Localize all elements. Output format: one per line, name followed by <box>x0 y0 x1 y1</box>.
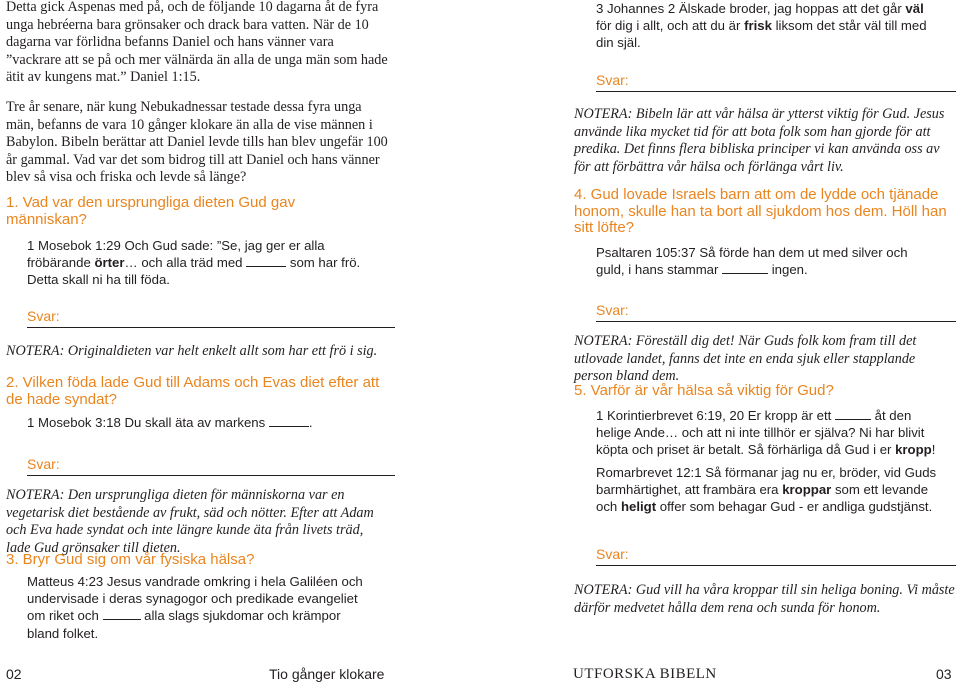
answer-line-r2[interactable]: Svar: <box>596 302 956 322</box>
fill-blank[interactable] <box>269 414 309 427</box>
intro-paragraph-2: Tre år senare, när kung Nebukadnessar testade dessa fyra unga män, befanns de vara 10 gånger klokare än alla de vise männen i Babylon. Bibeln berättar att Daniel levde tills han blev ungefär 100 år gammal. Vad var det som bidrog till att Daniel och hans vänner blev så visa och friska och levde så länge? <box>6 99 388 185</box>
verse-reference: Romarbrevet 12:1 <box>596 465 702 480</box>
fill-blank[interactable] <box>246 254 286 267</box>
question-2-verse: 1 Mosebok 3:18 Du skall äta av markens . <box>27 415 313 430</box>
note-r1: NOTERA: Bibeln lär att vår hälsa är ytterst viktig för Gud. Jesus använde lika mycket tid för att bota folk som han gjorde för att predika. Det finns flera bibliska principer vi kan använda oss av för att förbättra vår hälsa och förlänga vårt liv. <box>574 106 945 175</box>
page-number-right: 03 <box>936 666 952 682</box>
answer-line-r3[interactable]: Svar: <box>596 546 956 566</box>
answer-line-2[interactable]: Svar: <box>27 456 395 476</box>
intro-paragraph-1: Detta gick Aspenas med på, och de följande 10 dagarna åt de fyra unga hebréerna bara grönsaker och drack bara vatten. När de 10 dagarna var förlidna befanns Daniel och hans vänner vara ”vackrare att se på och mer välnärda än alla de unga män som hade ätit av kungens mat.” Daniel 1:15. <box>6 0 388 85</box>
question-5-title: 5. Varför är vår hälsa så viktig för Gud? <box>574 382 834 399</box>
verse-reference: 3 Johannes 2 <box>596 1 676 16</box>
verse-reference: Matteus 4:23 <box>27 574 104 589</box>
question-3-verse: Matteus 4:23 Jesus vandrade omkring i hela Galiléen och undervisade i deras synagogor och predikade evangeliet om riket och alla slags sjukdomar och krämpor bland folket. <box>27 574 363 641</box>
question-5-verse-2: Romarbrevet 12:1 Så förmanar jag nu er, bröder, vid Guds barmhärtighet, att frambära era kroppar som ett levande och heligt offer som behagar Gud - er andliga gudstjänst. <box>596 465 937 515</box>
verse-reference: 1 Korintierbrevet 6:19, 20 <box>596 408 745 423</box>
question-1-title: 1. Vad var den ursprungliga dieten Gud gav människan? <box>6 194 296 228</box>
note-r2: NOTERA: Föreställ dig det! När Guds folk kom fram till det utlovade landet, fanns det inte en enda sjuk eller stapplande person bland dem. <box>574 333 917 384</box>
note-1: NOTERA: Originaldieten var helt enkelt allt som har ett frö i sig. <box>6 343 378 359</box>
answer-line-r1[interactable]: Svar: <box>596 72 956 92</box>
fill-blank[interactable] <box>103 607 141 620</box>
fill-blank[interactable] <box>835 407 871 420</box>
answer-line-1[interactable]: Svar: <box>27 308 395 328</box>
footer-title: Tio gånger klokare <box>269 666 385 682</box>
verse-reference: 1 Mosebok 1:29 <box>27 238 121 253</box>
verse-reference: 1 Mosebok 3:18 <box>27 415 121 430</box>
question-3-title: 3. Bryr Gud sig om vår fysiska hälsa? <box>6 551 255 568</box>
verse-reference: Psaltaren 105:37 <box>596 245 696 260</box>
brand-logo: UTFORSKA BIBELN <box>573 666 717 682</box>
question-4-title: 4. Gud lovade Israels barn att om de lydde och tjänade honom, skulle han ta bort all sjukdom hos dem. Höll han sitt löfte? <box>574 186 947 236</box>
question-4-verse: Psaltaren 105:37 Så förde han dem ut med silver och guld, i hans stammar ingen. <box>596 245 908 278</box>
question-5-verse-1: 1 Korintierbrevet 6:19, 20 Er kropp är ett åt den helige Ande… och att ni inte tillhör er själva? Ni har blivit köpta och priset är betalt. Så förhärliga då Gud i er kropp! <box>596 408 936 458</box>
question-2-title: 2. Vilken föda lade Gud till Adams och Evas diet efter att de hade syndat? <box>6 374 380 408</box>
fill-blank[interactable] <box>722 261 768 274</box>
verse-3-johannes: 3 Johannes 2 Älskade broder, jag hoppas att det går väl för dig i allt, och att du är frisk liksom det står väl till med din själ. <box>596 1 927 51</box>
note-2: NOTERA: Den ursprungliga dieten för människorna var en vegetarisk diet bestående av frukt, säd och nötter. Efter att Adam och Eva hade syndat och inte längre kunde äta från livets träd, lade Gud grönsaker till dieten. <box>6 487 374 556</box>
page-number-left: 02 <box>6 666 22 682</box>
question-1-verse: 1 Mosebok 1:29 Och Gud sade: ”Se, jag ger er alla fröbärande örter… och alla träd med som har frö. Detta skall ni ha till föda. <box>27 238 361 288</box>
note-r3: NOTERA: Gud vill ha våra kroppar till sin heliga boning. Vi måste därför medvetet hålla dem rena och sunda för honom. <box>574 582 955 616</box>
